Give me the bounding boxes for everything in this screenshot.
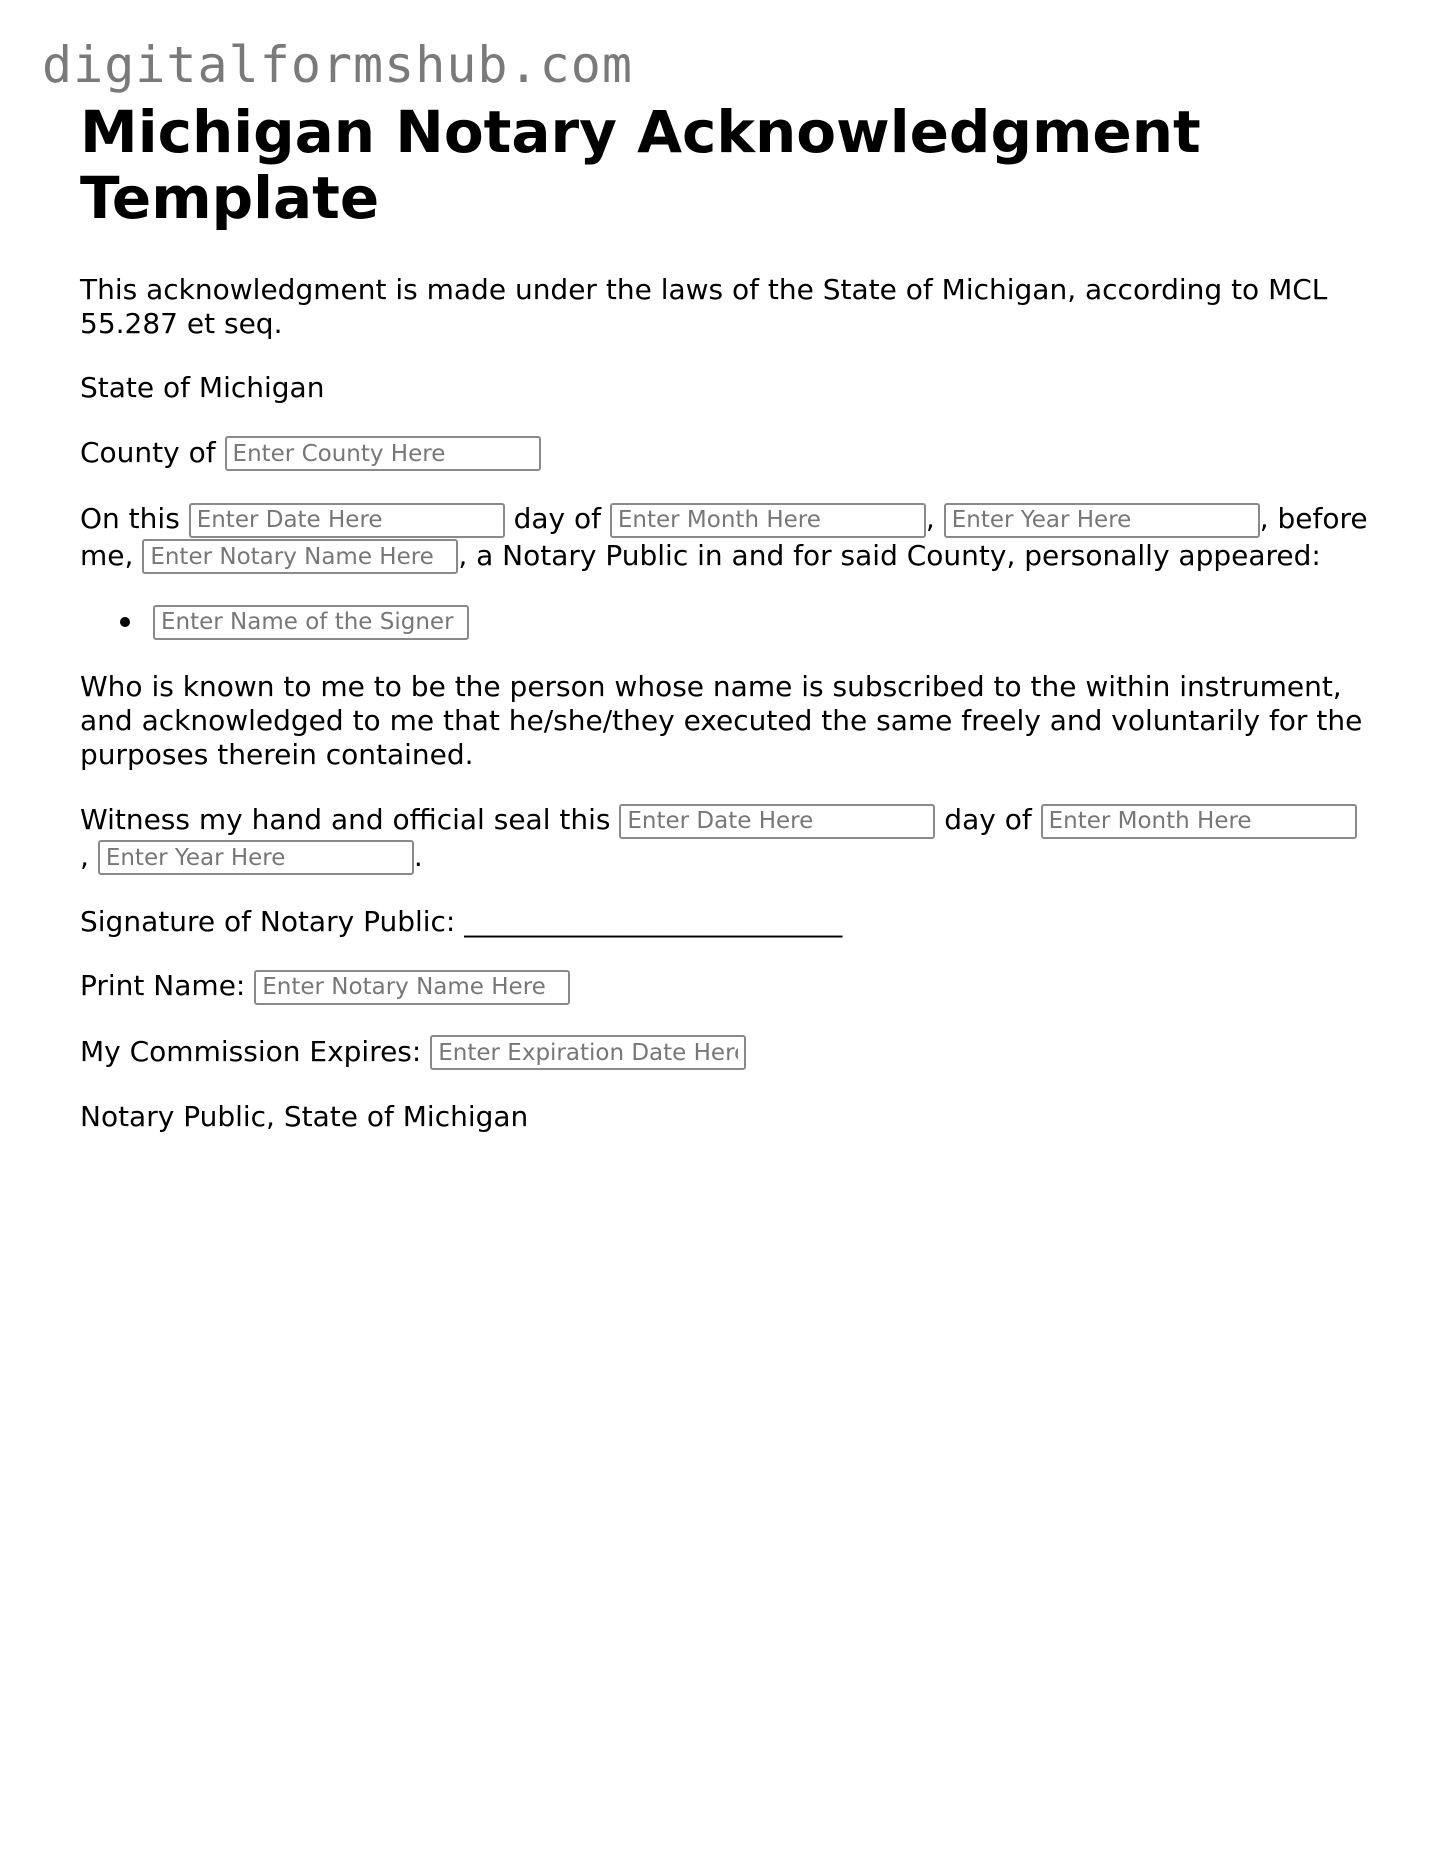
- county-label: County of: [80, 435, 216, 469]
- statement-paragraph: Who is known to me to be the person whose name is subscribed to the within instrument, and acknowledged to me that he/she/they executed the same freely and voluntarily for the purposes therein contained.: [80, 669, 1363, 771]
- commission-label: My Commission Expires:: [80, 1034, 422, 1068]
- appearance-date-input[interactable]: [189, 503, 505, 538]
- signer-list: [80, 604, 1370, 640]
- watermark: digitalformshub.com: [42, 36, 633, 94]
- print-name-row: [80, 969, 1370, 1005]
- notary-name-input[interactable]: [142, 539, 458, 574]
- bullet-icon: [120, 617, 130, 627]
- form-document: [80, 100, 1370, 1164]
- intro-paragraph: This acknowledgment is made under the laws of the State of Michigan, according to MCL 55.287 et seq.: [80, 273, 1328, 341]
- signature-line: ___________________________: [464, 905, 843, 938]
- print-name-input[interactable]: [254, 970, 570, 1005]
- before-me-text: before me,: [80, 502, 1368, 572]
- commission-row: [80, 1035, 1370, 1071]
- appearance-year-input[interactable]: [944, 503, 1260, 538]
- comma-text: ,: [80, 839, 89, 873]
- notary-suffix-text: , a Notary Public in and for said County, personally appeared:: [458, 538, 1321, 572]
- footer-text: Notary Public, State of Michigan: [80, 1100, 529, 1134]
- page-title: Michigan Notary Acknowledgment Template: [80, 98, 1201, 232]
- on-this-text: On this: [80, 502, 180, 536]
- comma-text: ,: [1259, 502, 1269, 536]
- witness-month-input[interactable]: [1041, 804, 1357, 839]
- witness-year-input[interactable]: [98, 840, 414, 875]
- day-of-text: day of: [944, 803, 1032, 836]
- appearance-month-input[interactable]: [610, 503, 926, 538]
- commission-expiration-input[interactable]: [430, 1035, 746, 1070]
- witness-date-input[interactable]: [619, 804, 935, 839]
- county-row: [80, 436, 1370, 472]
- signature-label: Signature of Notary Public:: [80, 905, 456, 938]
- comma-text: ,: [925, 502, 935, 536]
- print-name-label: Print Name:: [80, 969, 246, 1003]
- appearance-paragraph: [80, 501, 1370, 574]
- state-line: State of Michigan: [80, 371, 325, 405]
- period-text: .: [413, 839, 423, 873]
- witness-prefix-text: Witness my hand and official seal this: [80, 803, 611, 836]
- signature-row: [80, 905, 1370, 939]
- list-item: [120, 604, 1370, 640]
- county-input[interactable]: [225, 436, 541, 471]
- witness-paragraph: [80, 802, 1370, 875]
- signer-name-input[interactable]: [153, 605, 469, 640]
- day-of-text: day of: [513, 502, 601, 536]
